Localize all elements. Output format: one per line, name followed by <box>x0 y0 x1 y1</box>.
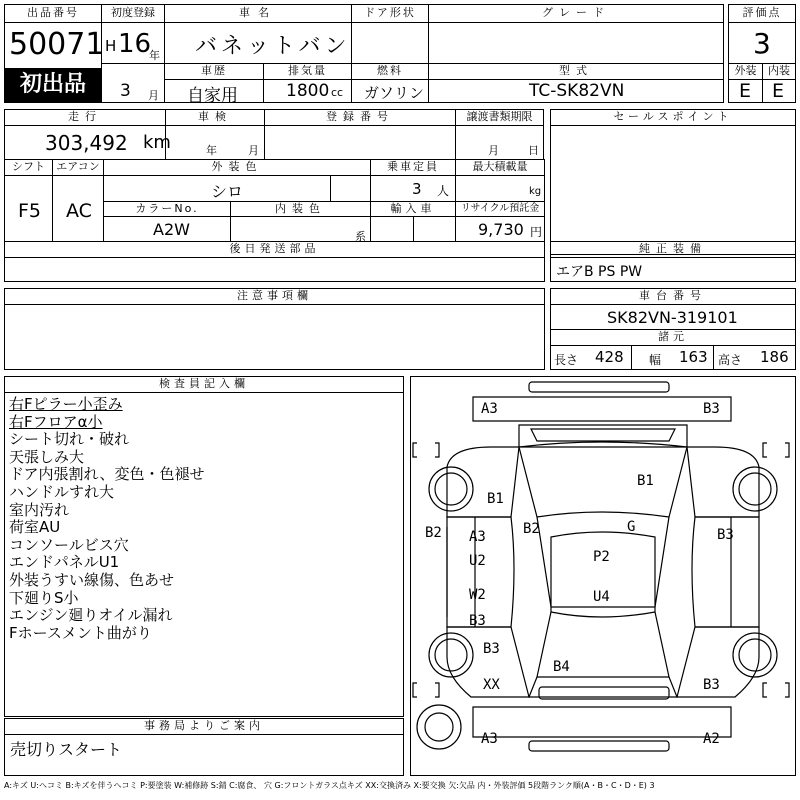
sales-point-label: セールスポイント <box>613 110 733 123</box>
mileage-unit: km <box>143 132 171 153</box>
mileage: 303,492 <box>45 131 128 155</box>
width-label: 幅 <box>649 353 662 367</box>
ac-label: エアコン <box>56 160 100 173</box>
history-box <box>164 63 264 106</box>
displacement: 1800 <box>286 81 330 101</box>
capacity: 3 <box>412 180 422 198</box>
transfer-day-unit: 日 <box>528 144 539 157</box>
inspector-note: ハンドルすれ大 <box>9 482 115 501</box>
air-conditioner: AC <box>66 200 92 222</box>
grade-box <box>428 4 724 64</box>
capacity-label: 乗車定員 <box>387 160 439 173</box>
exterior-grade: E <box>739 80 752 102</box>
inspection-year-unit: 年 <box>206 144 217 157</box>
lot-number-box <box>4 4 105 103</box>
inspector-note: 室内汚れ <box>9 500 70 519</box>
exterior-grade-box <box>728 63 763 103</box>
inspection-label: 車検 <box>198 110 232 123</box>
exterior-label: 外装 <box>734 64 757 77</box>
score-box <box>728 4 796 64</box>
inspector-note: エンジン廻りオイル漏れ <box>9 606 173 625</box>
color-number: A2W <box>153 220 190 239</box>
fuel: ガソリン <box>364 84 425 102</box>
capacity-unit: 人 <box>437 184 450 198</box>
interior-grade: E <box>772 80 785 102</box>
fuel-label: 燃料 <box>377 64 403 77</box>
inspector-note: 天張しみ大 <box>9 447 85 466</box>
shift: F5 <box>18 200 42 222</box>
fuel-box <box>351 63 429 103</box>
year-unit: 年 <box>149 49 160 62</box>
damage-code: B3 <box>703 401 720 417</box>
model-box <box>428 63 724 103</box>
car-name-box <box>164 4 352 64</box>
inspection-month-unit: 月 <box>248 144 259 157</box>
damage-code: A3 <box>481 731 498 747</box>
exterior-color: シロ <box>211 182 244 201</box>
later-parts-label: 後日発送部品 <box>229 242 320 255</box>
damage-code: U4 <box>593 589 610 605</box>
registration-month: 3 <box>120 81 131 101</box>
damage-code: B1 <box>637 473 654 489</box>
caution-box <box>4 288 545 370</box>
month-unit: 月 <box>148 89 159 102</box>
chassis-label: 車台番号 <box>639 289 707 302</box>
length-label: 長さ <box>554 353 579 367</box>
transfer-box <box>455 109 544 160</box>
max-load-label: 最大積載量 <box>472 160 528 173</box>
first-registration-box <box>101 4 165 103</box>
equipment-label: 純正装備 <box>639 242 707 255</box>
first-registration-label: 初度登録 <box>111 6 155 19</box>
damage-code: P2 <box>593 549 610 565</box>
equipment-box <box>550 241 796 282</box>
damage-code: B2 <box>425 525 442 541</box>
vehicle-spec-box <box>4 159 545 242</box>
damage-code: B2 <box>523 521 540 537</box>
width: 163 <box>679 348 708 366</box>
damage-code: W2 <box>469 587 486 603</box>
equipment: エアB PS PW <box>556 264 643 280</box>
transfer-label: 譲渡書類期限 <box>466 110 533 123</box>
era: H <box>105 37 117 55</box>
interior-label: 内装 <box>768 64 790 77</box>
score-label: 評価点 <box>742 6 782 19</box>
height: 186 <box>760 348 789 366</box>
displacement-unit: cc <box>331 86 344 99</box>
damage-code: B1 <box>487 491 504 507</box>
mileage-label: 走行 <box>68 110 102 123</box>
recycle-deposit-label: リサイクル預託金 <box>460 203 540 214</box>
history: 自家用 <box>187 86 238 106</box>
lot-number: 50071 <box>9 27 105 62</box>
later-parts-box <box>4 241 545 282</box>
color-label: 外装色 <box>211 160 263 173</box>
displacement-label: 排気量 <box>288 64 327 77</box>
damage-diagram-box <box>410 376 796 776</box>
caution-label: 注意事項欄 <box>237 289 312 302</box>
car-name: バネットバン <box>195 34 351 59</box>
plate-box <box>264 109 456 160</box>
shift-label: シフト <box>12 160 45 173</box>
damage-code: A3 <box>469 529 486 545</box>
door-label: ドア形状 <box>364 6 416 19</box>
inspector-note: 荷室AU <box>9 518 61 537</box>
damage-legend: A:キズ U:ヘコミ B:キズを伴うヘコミ P:要塗装 W:補修跡 S:錆 C:腐食、 穴 G:フロントガラス点キズ XX:交換済み X:要交換 欠:欠品 内・外装評価 5段階ランク順(A・B・C・D・E) 3 <box>4 781 655 790</box>
model-label: 型式 <box>559 64 593 77</box>
inspector-note: 外装うすい線傷、色あせ <box>9 570 175 589</box>
inspector-notes-list <box>9 396 204 642</box>
score: 3 <box>753 27 771 60</box>
car-name-label: 車名 <box>239 6 277 19</box>
length: 428 <box>595 348 624 366</box>
interior-color-unit: 系 <box>355 230 366 243</box>
door-box <box>351 4 429 64</box>
inspector-note: ドア内張割れ、変色・色褪せ <box>9 465 205 484</box>
interior-grade-box <box>762 63 796 103</box>
inspection-box <box>165 109 265 160</box>
mileage-box <box>4 109 171 160</box>
damage-code: B3 <box>483 641 500 657</box>
damage-code: B3 <box>717 527 734 543</box>
damage-code: B3 <box>469 613 486 629</box>
displacement-box <box>263 63 352 103</box>
office-notice: 売切りスタート <box>10 740 123 759</box>
sales-point-box <box>550 109 796 255</box>
registration-year: 16 <box>118 29 152 59</box>
inspector-note: シート切れ・破れ <box>9 430 130 449</box>
chassis-number: SK82VN-319101 <box>607 308 738 327</box>
damage-code: U2 <box>469 553 486 569</box>
car-outline <box>411 377 795 775</box>
color-number-label: カラーNo. <box>135 202 199 215</box>
model-code: TC-SK82VN <box>529 81 625 101</box>
office-notice-label: 事務局よりご案内 <box>144 719 264 732</box>
import-label: 輸入車 <box>390 202 436 215</box>
office-notice-box <box>4 718 404 776</box>
damage-code: G <box>627 519 636 535</box>
plate-label: 登録番号 <box>326 110 394 123</box>
grade-label: グレード <box>542 6 610 19</box>
first-listing-badge: 初出品 <box>5 68 101 102</box>
inspector-note: 下廻りS小 <box>9 588 79 607</box>
history-label: 車歴 <box>201 64 227 77</box>
inspector-note: 右Fピラー小歪み <box>9 395 123 413</box>
damage-code: B4 <box>553 659 570 675</box>
recycle-deposit: 9,730 <box>478 220 524 239</box>
specs-label: 諸元 <box>658 330 688 343</box>
inspector-note: エンドパネルU1 <box>9 553 120 572</box>
interior-color-label: 内装色 <box>275 202 326 215</box>
inspector-note: Fホースメント曲がり <box>9 623 152 642</box>
height-label: 高さ <box>718 353 743 367</box>
max-load-unit: kg <box>529 186 542 197</box>
chassis-box <box>550 288 796 370</box>
damage-code: B3 <box>703 677 720 693</box>
damage-code: A2 <box>703 731 720 747</box>
recycle-unit: 円 <box>530 225 543 239</box>
damage-code: XX <box>483 677 500 693</box>
inspector-notes-label: 検査員記入欄 <box>159 377 249 390</box>
lot-number-label: 出品番号 <box>27 6 79 19</box>
damage-code: A3 <box>481 401 498 417</box>
transfer-month-unit: 月 <box>488 144 499 157</box>
inspector-note: コンソールビス穴 <box>9 535 129 554</box>
inspector-note: 右Fフロアα小 <box>9 412 103 431</box>
